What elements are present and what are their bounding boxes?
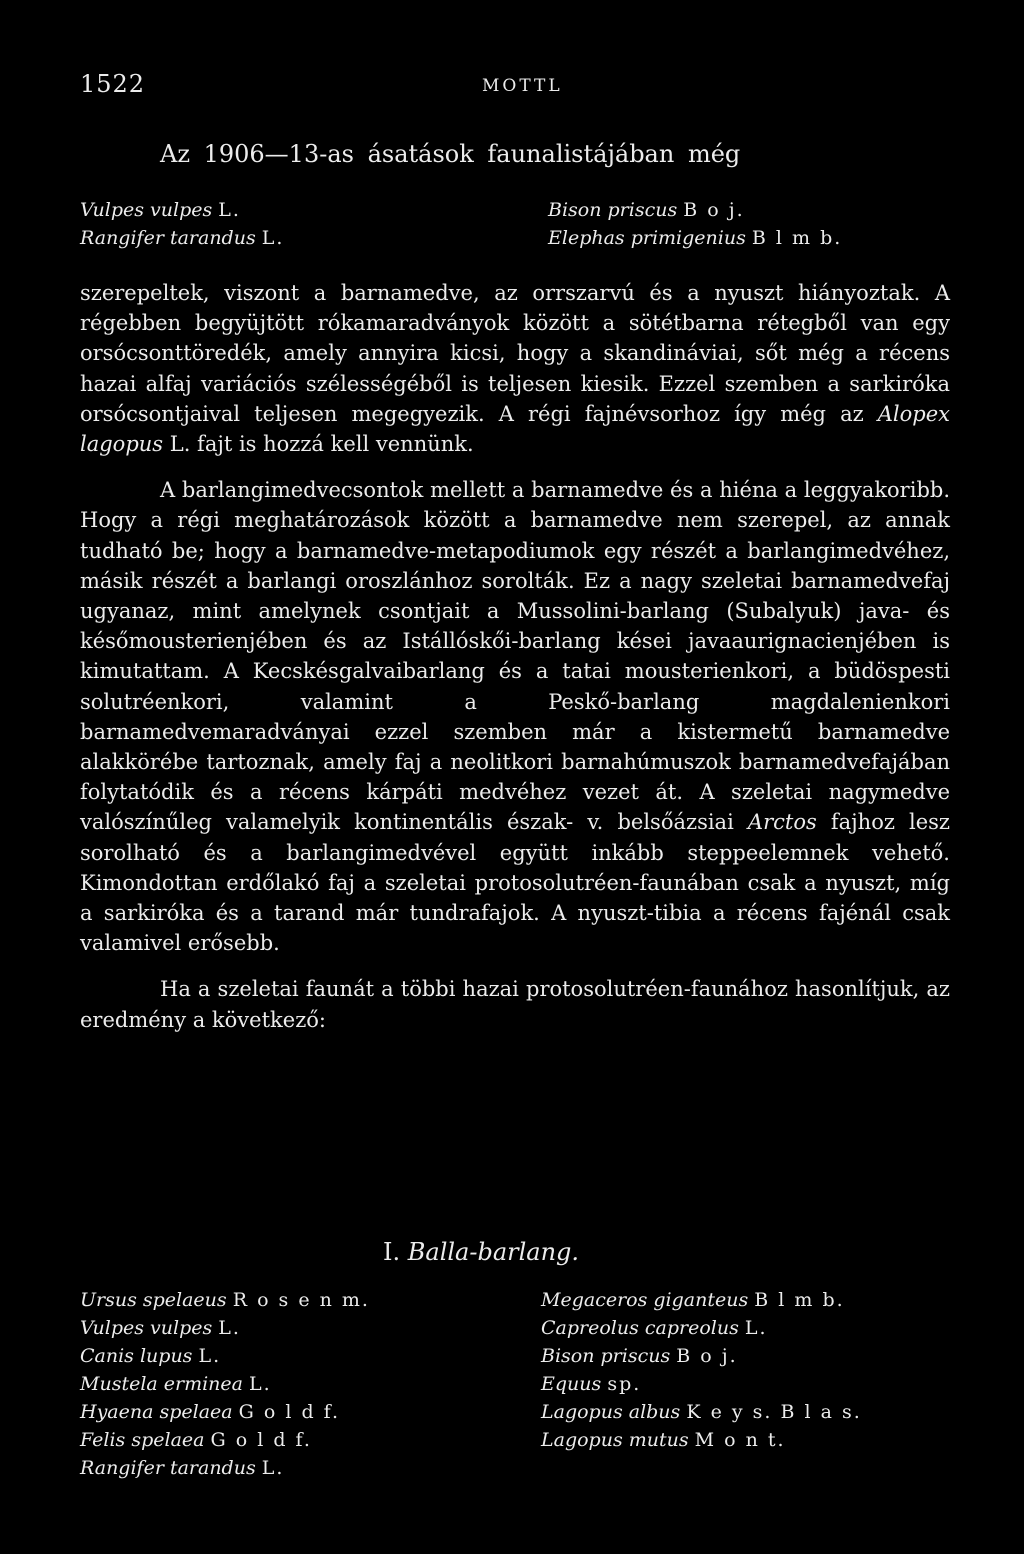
section-heading — [383, 1238, 579, 1266]
species-entry: Lagopus mutus M o n t. — [541, 1429, 786, 1451]
taxon-alopex: Alopex lagopus — [80, 401, 950, 457]
species-list-1-right — [548, 196, 842, 252]
species-entry: Equus sp. — [541, 1373, 642, 1395]
species-author: B o j. — [683, 199, 745, 221]
species-list-2-right — [541, 1286, 862, 1454]
species-entry — [548, 224, 842, 252]
species-entry: Lagopus albus K e y s. B l a s. — [541, 1401, 862, 1423]
paragraph-1: szerepeltek, viszont a barnamedve, az orrszarvú és a nyuszt hiányoztak. A régebben begyüjtött rókamaradványok között a sötétbarna rétegből van egy orsócsonttöredék, amely annyira kicsi, hogy a skandináviai, sőt még a récens hazai alfaj variációs szélességéből is teljesen kiesik. Ezzel szemben a sarkiróka orsócsontjaival teljesen megegyezik. A régi fajnévsorhoz így még az Alopex lagopus L. fajt is hozzá kell vennünk. — [80, 281, 950, 457]
body-text — [80, 278, 950, 1035]
species-name: Rangifer tarandus — [80, 227, 256, 249]
running-head: MOTTL — [482, 76, 563, 96]
species-entry: Capreolus capreolus L. — [541, 1317, 768, 1339]
paragraph-2: A barlangimedvecsontok mellett a barnamedve és a hiéna a leggyakoribb. Hogy a régi meghatározások között a barnamedve nem szerepel, az annak tudható be; hogy a barnamedve-metapodiumok egy részét a barlangimedvéhez, másik részét a barlangi oroszlánhoz sorolták. Ez a nagy szeletai barnamedvefaj ugyanaz, mint amelynek csontjait a Mussolini-barlang (Subalyuk) java- és későmousterienjében és az Istállóskői-barlang kései javaaurignacienjében is kimutattam. A Kecskésgalvaibarlang és a tatai mousterienkori, a büdöspesti solutréenkori, valamint a Peskő-barlang magdalenienkori barnamedvemaradványai ezzel szemben már a kistermetű barnamedve alakkörébe tartoznak, amely faj a neolitkori barnahúmuszok barnamedvefajában folytatódik és a récens kárpáti medvéhez vezet át. A szeletai nagymedve valószínűleg valamelyik kontinentális észak- v. belsőázsiai Arctos fajhoz lesz sorolható és a barlangimedvével együtt inkább steppeelemnek vehető. Kimondottan erdőlakó faj a szeletai protosolutréen-faunában csak a nyuszt, míg a sarkiróka és a tarand már tundrafajok. A nyuszt-tibia a récens fajénál csak valamivel erősebb. — [80, 478, 950, 956]
taxon-arctos: Arctos — [747, 810, 817, 835]
species-entry: Felis spelaea G o l d f. — [80, 1429, 312, 1451]
species-entry — [548, 196, 842, 224]
intro-line: Az 1906—13-as ásatások faunalistájában még — [160, 140, 741, 168]
species-entry — [80, 224, 284, 252]
species-entry: Megaceros giganteus B l m b. — [541, 1289, 845, 1311]
species-name: Elephas primigenius — [548, 227, 746, 249]
species-author: L. — [218, 199, 241, 221]
species-entry: Bison priscus B o j. — [541, 1345, 738, 1367]
species-entry: Canis lupus L. — [80, 1345, 222, 1367]
page-number: 1522 — [80, 70, 146, 98]
species-entry — [80, 196, 284, 224]
species-list-2-left — [80, 1286, 370, 1482]
species-author: B l m b. — [751, 227, 843, 249]
section-number: I. — [383, 1238, 401, 1266]
species-name: Vulpes vulpes — [80, 199, 213, 221]
species-entry: Rangifer tarandus L. — [80, 1457, 285, 1479]
species-author: L. — [261, 227, 285, 249]
species-entry: Mustela erminea L. — [80, 1373, 272, 1395]
paragraph-3: Ha a szeletai faunát a többi hazai protosolutréen-faunához hasonlítjuk, az eredmény a következő: — [80, 977, 950, 1032]
species-entry: Hyaena spelaea G o l d f. — [80, 1401, 341, 1423]
species-list-1-left — [80, 196, 284, 252]
species-entry: Ursus spelaeus R o s e n m. — [80, 1289, 370, 1311]
species-name: Bison priscus — [548, 199, 678, 221]
section-title-text: Balla-barlang. — [407, 1238, 580, 1266]
species-entry: Vulpes vulpes L. — [80, 1317, 241, 1339]
